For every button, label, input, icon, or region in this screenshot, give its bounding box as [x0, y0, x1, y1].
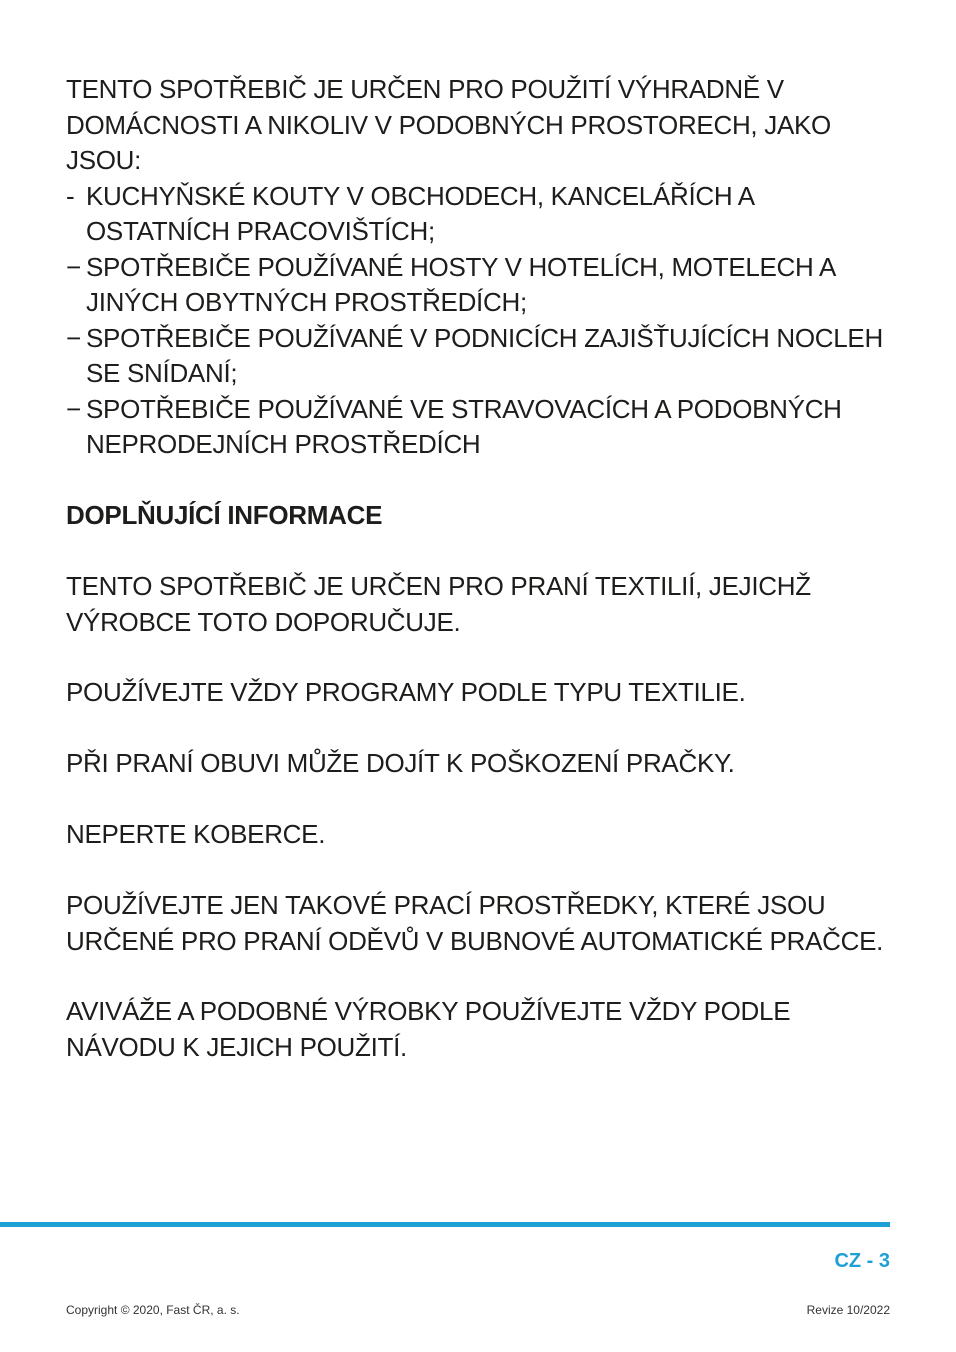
- section-heading: DOPLŇUJÍCÍ INFORMACE: [66, 500, 383, 530]
- usage-list: [66, 179, 896, 463]
- paragraph-shoes: PŘI PRANÍ OBUVI MŮŽE DOJÍT K POŠKOZENÍ PRAČKY.: [66, 748, 735, 778]
- dash-bullet: −: [66, 393, 81, 424]
- paragraph-carpets: NEPERTE KOBERCE.: [66, 819, 326, 849]
- paragraph-programs: POUŽÍVEJTE VŽDY PROGRAMY PODLE TYPU TEXTILIE.: [66, 677, 746, 707]
- list-item: − SPOTŘEBIČE POUŽÍVANÉ V PODNICÍCH ZAJIŠŤUJÍCÍCH NOCLEH SE SNÍDANÍ;: [66, 322, 883, 388]
- copyright: Copyright © 2020, Fast ČR, a. s.: [66, 1303, 240, 1317]
- paragraph-softeners: AVIVÁŽE A PODOBNÉ VÝROBKY POUŽÍVEJTE VŽDY PODLE NÁVODU K JEJICH POUŽITÍ.: [66, 996, 791, 1062]
- list-item: − SPOTŘEBIČE POUŽÍVANÉ HOSTY V HOTELÍCH, MOTELECH A JINÝCH OBYTNÝCH PROSTŘEDÍCH;: [66, 251, 835, 317]
- footer-divider: [0, 1222, 890, 1227]
- dash-bullet: −: [66, 322, 81, 353]
- paragraph-textiles: TENTO SPOTŘEBIČ JE URČEN PRO PRANÍ TEXTILIÍ, JEJICHŽ VÝROBCE TOTO DOPORUČUJE.: [66, 571, 811, 637]
- list-item: − SPOTŘEBIČE POUŽÍVANÉ VE STRAVOVACÍCH A PODOBNÝCH NEPRODEJNÍCH PROSTŘEDÍCH: [66, 393, 842, 459]
- list-item: - KUCHYŇSKÉ KOUTY V OBCHODECH, KANCELÁŘÍCH A OSTATNÍCH PRACOVIŠTÍCH;: [66, 180, 754, 246]
- paragraph-detergents: POUŽÍVEJTE JEN TAKOVÉ PRACÍ PROSTŘEDKY, KTERÉ JSOU URČENÉ PRO PRANÍ ODĚVŮ V BUBNOVÉ AUTOMATICKÉ PRAČCE.: [66, 890, 884, 956]
- intro-text: TENTO SPOTŘEBIČ JE URČEN PRO POUŽITÍ VÝHRADNĚ V DOMÁCNOSTI A NIKOLIV V PODOBNÝCH PROSTORECH, JAKO JSOU:: [66, 74, 831, 175]
- page-number: CZ - 3: [834, 1250, 890, 1272]
- revision: Revize 10/2022: [806, 1303, 890, 1317]
- intro-block: [66, 72, 896, 463]
- dash-bullet: -: [66, 180, 75, 211]
- dash-bullet: −: [66, 251, 81, 282]
